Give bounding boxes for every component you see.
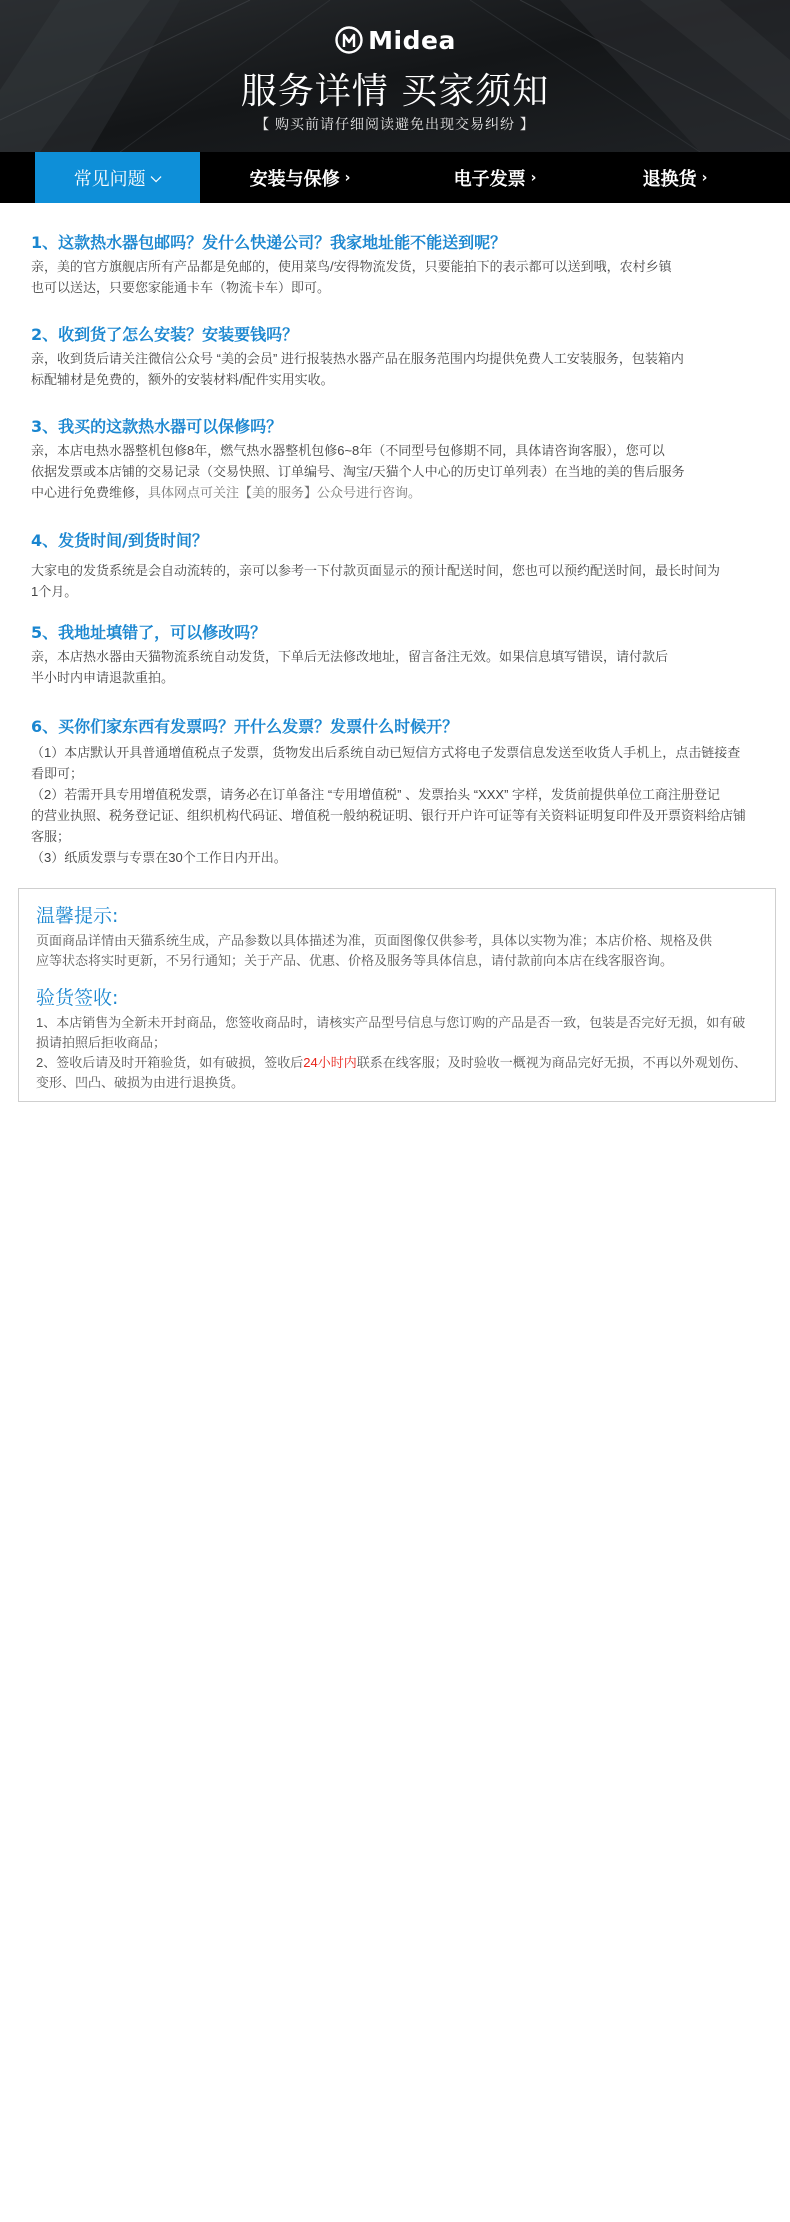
faq-answer-5 bbox=[31, 646, 771, 688]
answer-line: （1）本店默认开具普通增值税点子发票，货物发出后系统自动已短信方式将电子发票信息发送至收货人手机上，点击链接查 bbox=[31, 745, 741, 760]
answer-line: 看即可； bbox=[31, 766, 84, 781]
faq-question-4: 4、发货时间/到货时间？ bbox=[31, 531, 208, 550]
chevron-right-icon: › bbox=[530, 169, 537, 186]
answer-line: 亲，收到货后请关注微信公众号 “美的会员” 进行报装热水器产品在服务范围内均提供免费人工安装服务，包装箱内 bbox=[31, 351, 684, 366]
answer-line: （2）若需开具专用增值税发票，请务必在订单备注 “专用增值税” 、发票抬头 “XXX” 字样，发货前提供单位工商注册登记 bbox=[31, 787, 721, 802]
logo-text: Midea bbox=[368, 25, 456, 55]
sign-text-part: 联系在线客服；及时验收一概视为商品完好无损，不再以外观划伤、 bbox=[356, 1055, 747, 1070]
tip-line: 页面商品详情由天猫系统生成，产品参数以具体描述为准，页面图像仅供参考，具体以实物为准；本店价格、规格及供 bbox=[36, 933, 713, 948]
tab-e-invoice[interactable] bbox=[420, 152, 570, 203]
faq-question-2: 2、收到货了怎么安装？安装要钱吗？ bbox=[31, 325, 299, 344]
tab-install-warranty-label: 安装与保修 bbox=[249, 168, 340, 190]
tab-returns[interactable] bbox=[600, 152, 750, 203]
faq-question-1: 1、这款热水器包邮吗？发什么快递公司？我家地址能不能送到呢？ bbox=[31, 233, 507, 252]
chevron-down-icon: ⌵ bbox=[150, 169, 162, 186]
answer-line: 客服； bbox=[31, 829, 71, 844]
notice-box bbox=[18, 888, 776, 1102]
faq-question-3: 3、我买的这款热水器可以保修吗？ bbox=[31, 417, 283, 436]
page-subtitle: 【 购买前请仔细阅读避免出现交易纠纷 】 bbox=[255, 116, 535, 132]
faq-answer-2 bbox=[31, 348, 771, 390]
tip-line: 应等状态将实时更新，不另行通知；关于产品、优惠、价格及服务等具体信息，请付款前向本店在线客服咨询。 bbox=[36, 953, 674, 968]
faq-answer-3 bbox=[31, 440, 771, 503]
answer-line: 也可以送达，只要您家能通卡车（物流卡车）即可。 bbox=[31, 280, 331, 295]
faq-answer-1 bbox=[31, 256, 771, 298]
sign-title: 验货签收: bbox=[36, 987, 119, 1009]
answer-line: 半小时内申请退款重拍。 bbox=[31, 670, 175, 685]
answer-note: 具体网点可关注【美的服务】公众号进行咨询。 bbox=[148, 485, 422, 500]
brand-logo bbox=[0, 20, 790, 60]
hero-banner bbox=[0, 0, 790, 152]
sign-text bbox=[36, 1013, 762, 1093]
sign-line: 变形、凹凸、破损为由进行退换货。 bbox=[36, 1075, 245, 1090]
answer-line: 亲，本店电热水器整机包修8年，燃气热水器整机包修6~8年（不同型号包修期不同，具体请咨询客服），您可以 bbox=[31, 443, 665, 458]
faq-answer-4 bbox=[31, 560, 771, 602]
tab-faq[interactable] bbox=[35, 152, 200, 203]
sign-line bbox=[36, 1053, 762, 1073]
answer-text: 中心进行免费维修， bbox=[31, 485, 149, 500]
tip-text bbox=[36, 931, 762, 971]
answer-line: 标配辅材是免费的，额外的安装材料/配件实用实收。 bbox=[31, 372, 334, 387]
answer-line: 依据发票或本店铺的交易记录（交易快照、订单编号、淘宝/天猫个人中心的历史订单列表）在当地的美的售后服务 bbox=[31, 464, 685, 479]
tab-e-invoice-label: 电子发票 bbox=[453, 168, 526, 190]
answer-line: 亲，美的官方旗舰店所有产品都是免邮的，使用菜鸟/安得物流发货，只要能拍下的表示都可以送到哦，农村乡镇 bbox=[31, 259, 672, 274]
tip-title: 温馨提示: bbox=[36, 905, 119, 927]
midea-logo-icon bbox=[334, 25, 364, 55]
sign-line: 损请拍照后拒收商品； bbox=[36, 1035, 167, 1050]
answer-line: 亲，本店热水器由天猫物流系统自动发货，下单后无法修改地址，留言备注无效。如果信息填写错误，请付款后 bbox=[31, 649, 669, 664]
faq-question-6: 6、买你们家东西有发票吗？开什么发票？发票什么时候开？ bbox=[31, 717, 459, 736]
sign-line: 1、本店销售为全新未开封商品，您签收商品时，请核实产品型号信息与您订购的产品是否一致，包装是否完好无损，如有破 bbox=[36, 1015, 746, 1030]
answer-line bbox=[31, 482, 771, 503]
tab-install-warranty[interactable] bbox=[220, 152, 380, 203]
sign-text-part: 2、签收后请及时开箱验货，如有破损，签收后 bbox=[36, 1055, 304, 1070]
tab-returns-label: 退换货 bbox=[642, 168, 697, 190]
tab-faq-label: 常见问题 bbox=[73, 168, 146, 190]
page-title: 服务详情 买家须知 bbox=[240, 71, 550, 112]
chevron-right-icon: › bbox=[344, 169, 351, 186]
faq-question-5: 5、我地址填错了，可以修改吗？ bbox=[31, 623, 267, 642]
faq-answer-6 bbox=[31, 742, 771, 868]
sign-highlight: 24小时内 bbox=[303, 1055, 357, 1070]
chevron-right-icon: › bbox=[701, 169, 708, 186]
answer-line: 大家电的发货系统是会自动流转的，亲可以参考一下付款页面显示的预计配送时间，您也可以预约配送时间，最长时间为 bbox=[31, 563, 721, 578]
tab-bar bbox=[0, 152, 790, 203]
answer-line: 1个月。 bbox=[31, 584, 78, 599]
answer-line: 的营业执照、税务登记证、组织机构代码证、增值税一般纳税证明、银行开户许可证等有关资料证明复印件及开票资料给店铺 bbox=[31, 808, 747, 823]
answer-line: （3）纸质发票与专票在30个工作日内开出。 bbox=[31, 850, 287, 865]
